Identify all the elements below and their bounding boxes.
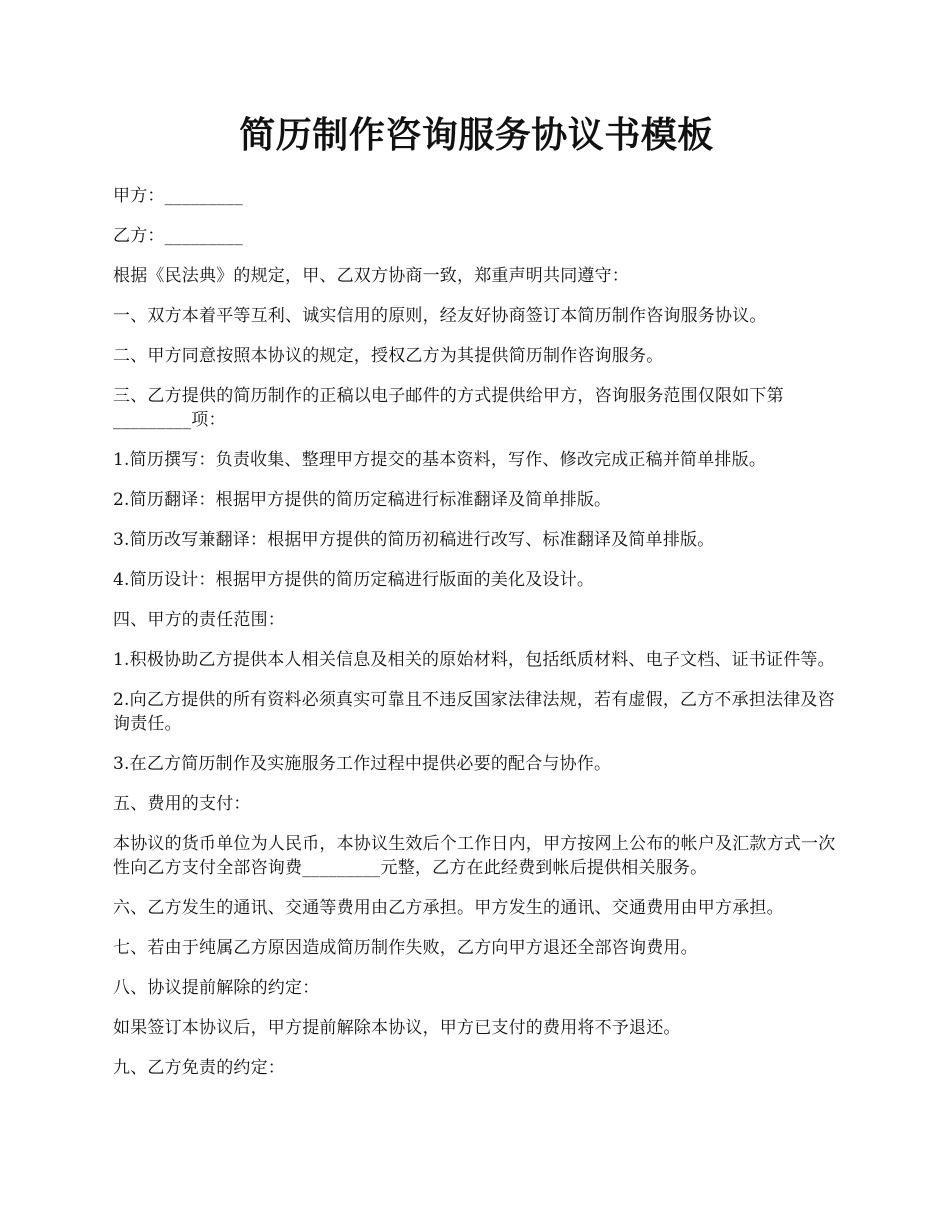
- clause-8-body: 如果签订本协议后，甲方提前解除本协议，甲方已支付的费用将不予退还。: [113, 1018, 681, 1038]
- clause-4-item-2: 2.向乙方提供的所有资料必须真实可靠且不违反国家法律法规，若有虚假，乙方不承担法律及咨询责任。: [113, 690, 835, 734]
- clause-4-item-1: 1.积极协助乙方提供本人相关信息及相关的原始材料，包括纸质材料、电子文档、证书证件等。: [113, 650, 835, 670]
- clause-9-heading: 九、乙方免责的约定：: [113, 1058, 285, 1078]
- clause-3-item-4: 4.简历设计：根据甲方提供的简历定稿进行版面的美化及设计。: [113, 570, 595, 590]
- clause-8-heading: 八、协议提前解除的约定：: [113, 978, 320, 998]
- party-a-line: 甲方：_________: [113, 186, 243, 206]
- clause-1: 一、双方本着平等互利、诚实信用的原则，经友好协商签订本简历制作咨询服务协议。: [113, 306, 767, 326]
- clause-3-item-3: 3.简历改写兼翻译：根据甲方提供的简历初稿进行改写、标准翻译及简单排版。: [113, 530, 715, 550]
- clause-4-item-3: 3.在乙方简历制作及实施服务工作过程中提供必要的配合与协作。: [113, 754, 612, 774]
- clause-3-item-1: 1.简历撰写：负责收集、整理甲方提交的基本资料，写作、修改完成正稿并简单排版。: [113, 450, 767, 470]
- clause-3: 三、乙方提供的简历制作的正稿以电子邮件的方式提供给甲方，咨询服务范围仅限如下第_________项：: [113, 386, 784, 430]
- party-b-line: 乙方：_________: [113, 226, 243, 246]
- clause-5-body: 本协议的货币单位为人民币，本协议生效后个工作日内，甲方按网上公布的帐户及汇款方式一次性向乙方支付全部咨询费_________元整，乙方在此经费到帐后提供相关服务。: [113, 834, 836, 878]
- clause-3-item-2: 2.简历翻译：根据甲方提供的简历定稿进行标准翻译及简单排版。: [113, 490, 612, 510]
- clause-7: 七、若由于纯属乙方原因造成简历制作失败，乙方向甲方退还全部咨询费用。: [113, 938, 698, 958]
- clause-4-heading: 四、甲方的责任范围：: [113, 610, 285, 630]
- clause-2: 二、甲方同意按照本协议的规定，授权乙方为其提供简历制作咨询服务。: [113, 346, 664, 366]
- document-title: 简历制作咨询服务协议书模板: [239, 114, 714, 156]
- clause-6: 六、乙方发生的通讯、交通等费用由乙方承担。甲方发生的通讯、交通费用由甲方承担。: [113, 898, 784, 918]
- clause-5-heading: 五、费用的支付：: [113, 794, 251, 814]
- preamble: 根据《民法典》的规定，甲、乙双方协商一致，郑重声明共同遵守：: [113, 266, 629, 286]
